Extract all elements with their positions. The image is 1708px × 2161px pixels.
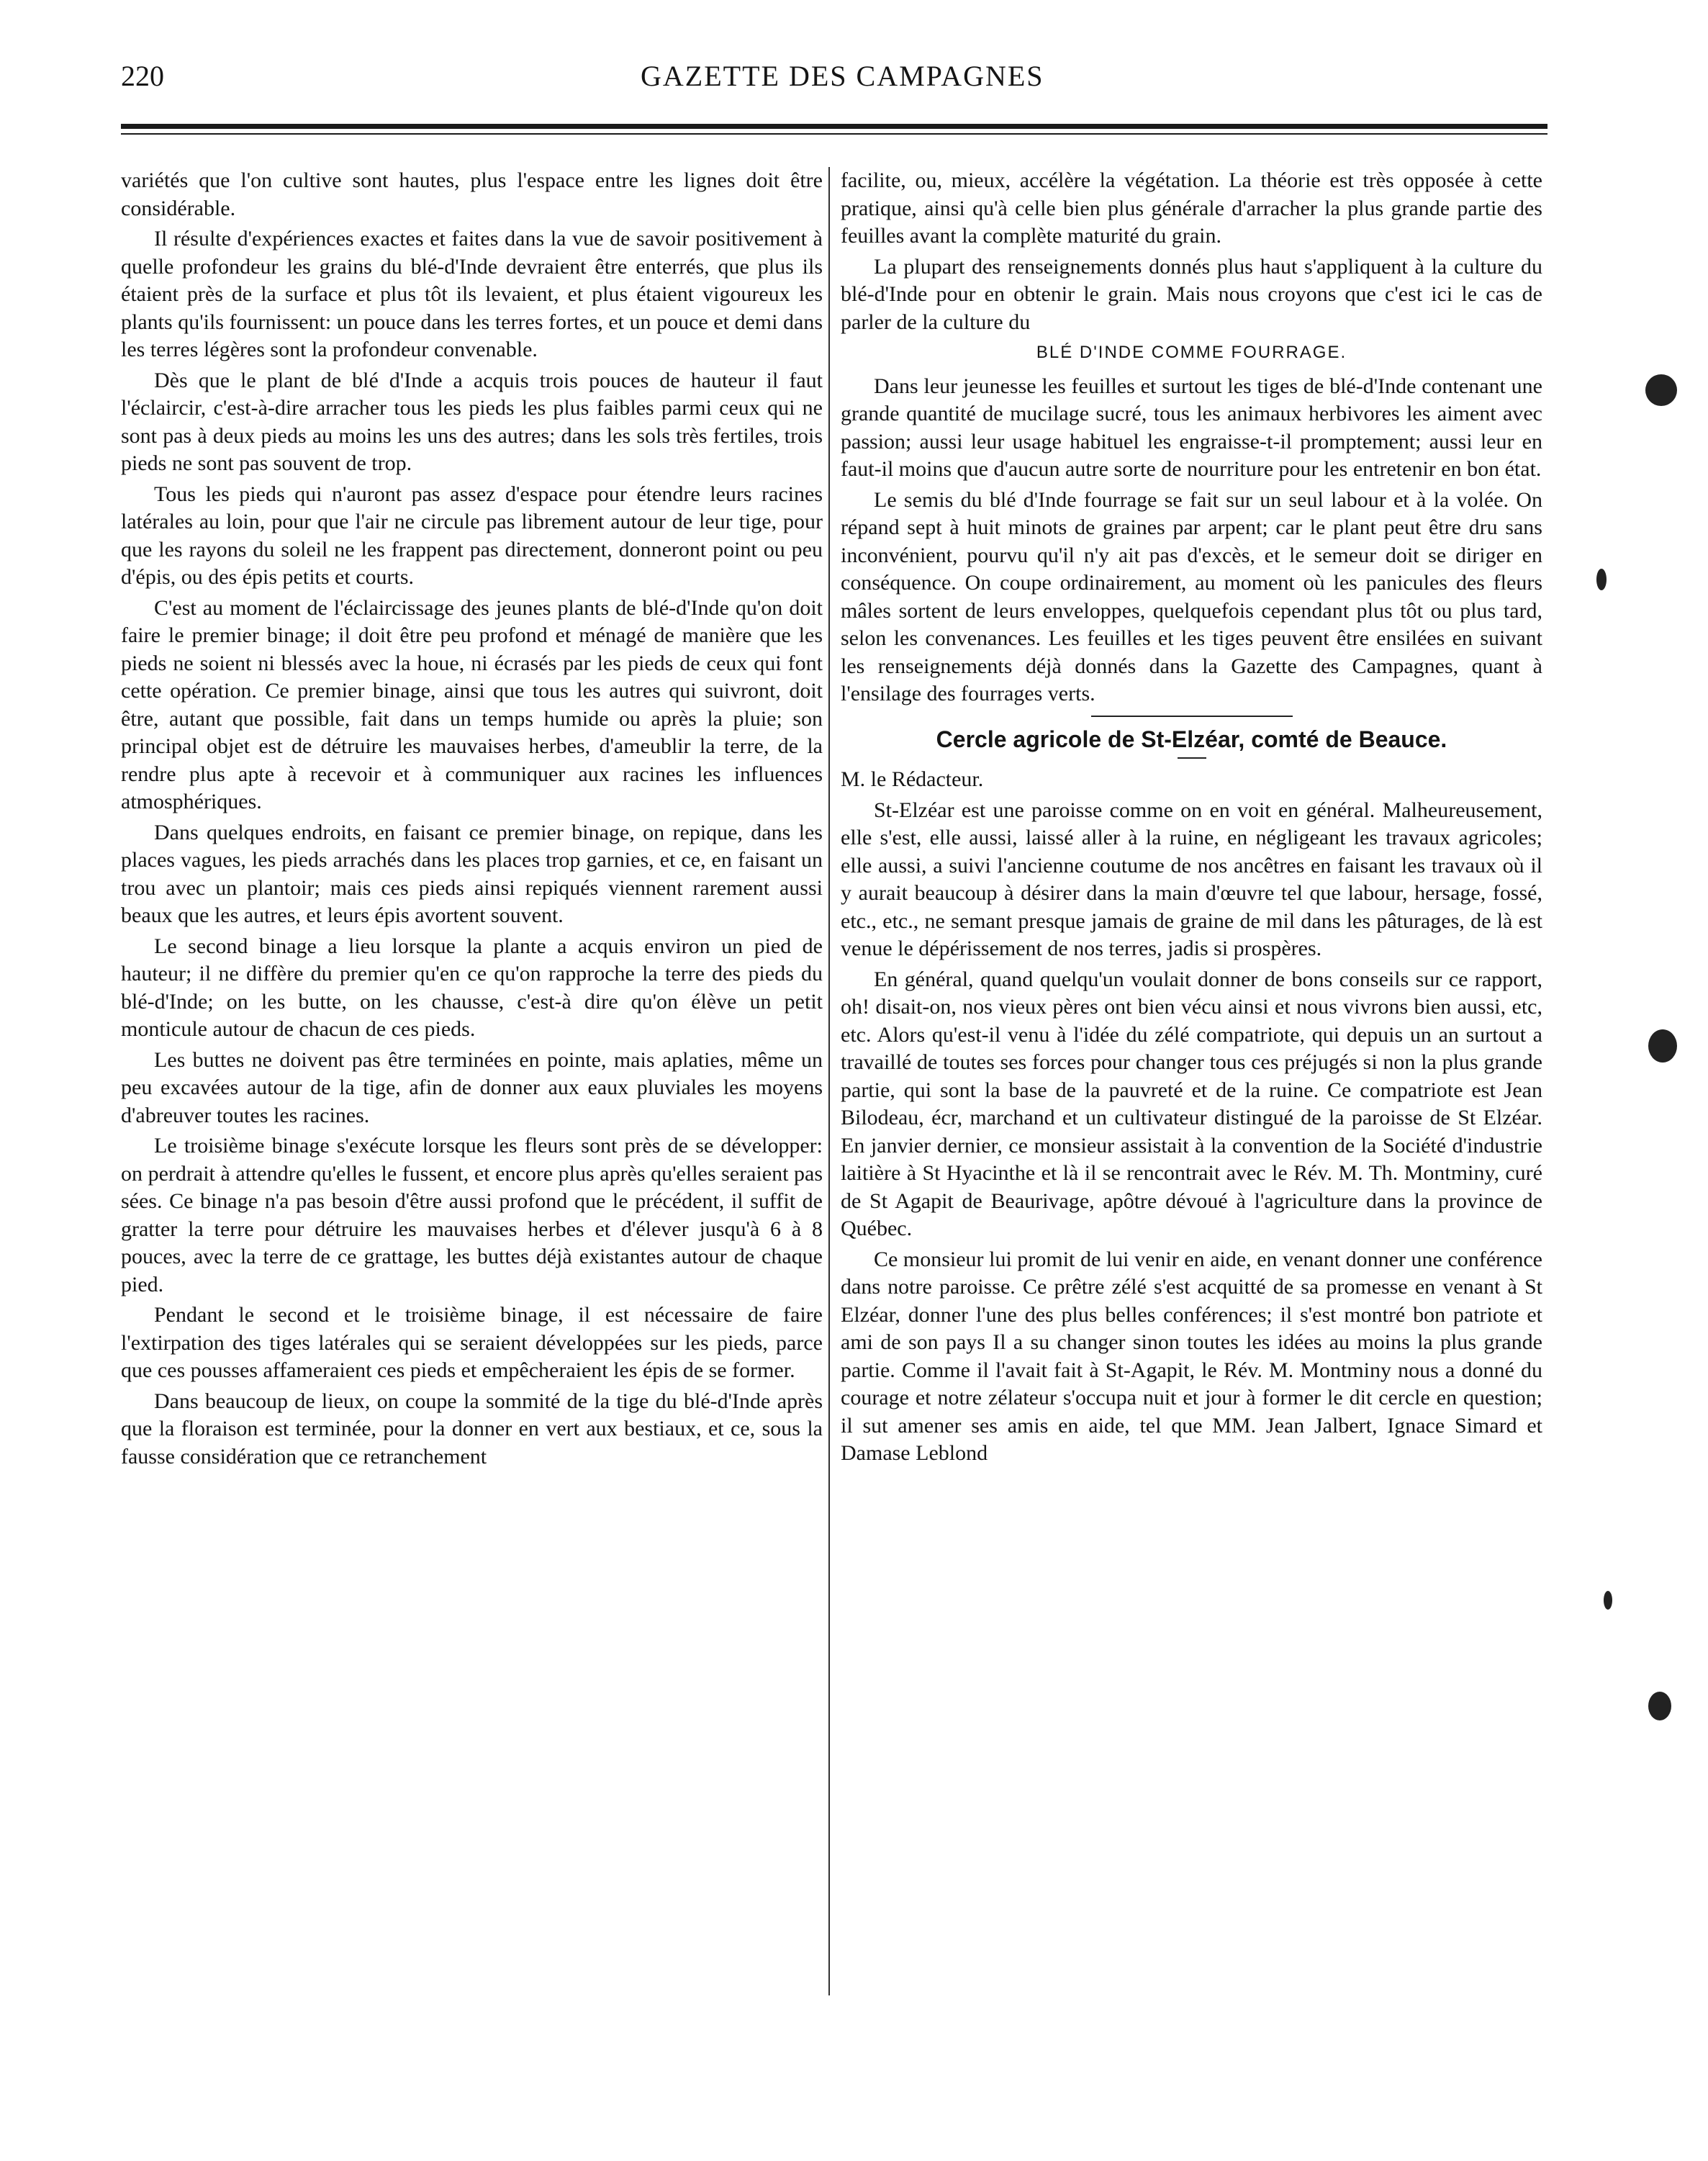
article-title: Cercle agricole de St-Elzéar, comté de Beauce.	[936, 726, 1447, 752]
page-number: 220	[121, 60, 164, 92]
ink-blot	[1604, 1591, 1612, 1610]
right-column	[841, 167, 1542, 1471]
title-dash	[1178, 757, 1206, 759]
paragraph: Tous les pieds qui n'auront pas assez d'espace pour étendre leurs racines latérales au loin, pour que l'air ne circule pas librement autour de leur tige, pour que les rayons du soleil ne les frappent pas directement, donneront point ou peu d'épis, ou des épis petits et courts.	[121, 482, 823, 589]
paragraph: variétés que l'on cultive sont hautes, plus l'espace entre les lignes doit être considérable.	[121, 168, 823, 220]
ink-blot	[1648, 1692, 1671, 1720]
section-separator	[1091, 716, 1293, 717]
paragraph: Ce monsieur lui promit de lui venir en aide, en venant donner une conférence dans notre paroisse. Ce prêtre zélé s'est acquitté de sa promesse en venant à St Elzéar, donner l'une des plus belles conférences; il s'est montré bon patriote et ami de son pays Il a su changer sinon toutes les idées au moins la plus grande partie. Comme il l'avait fait à St-Agapit, le Rév. M. Montminy nous a donné du courage et notre zélateur s'occupa nuit et jour à former le dit cercle en question; il sut amener ses amis en aide, tel que MM. Jean Jalbert, Ignace Simard et Damase Leblond	[841, 1247, 1542, 1465]
paragraph: C'est au moment de l'éclaircissage des jeunes plants de blé-d'Inde qu'on doit faire le premier binage; il doit être peu profond et ménagé de manière que les pieds ne soient ni blessés avec la houe, ni écrasés par les pieds de ceux qui font cette opération. Ce premier binage, ainsi que tous les autres qui suivront, doit être, autant que possible, fait dans un temps humide ou après la pluie; son principal objet est de détruire les mauvaises herbes, d'ameublir la terre, de la rendre plus apte à recevoir et à communiquer aux racines les influences atmosphériques.	[121, 595, 823, 813]
paragraph: Les buttes ne doivent pas être terminées en pointe, mais aplaties, même un peu excavées autour de la tige, afin de donner aux eaux pluviales les moyens d'abreuver toutes les racines.	[121, 1047, 823, 1127]
paragraph: Dans beaucoup de lieux, on coupe la sommité de la tige du blé-d'Inde après que la floraison est terminée, pour la donner en vert aux bestiaux, et ce, sous la fausse considération que ce retranchement	[121, 1389, 823, 1469]
page-header	[0, 0, 1708, 144]
paragraph: Il résulte d'expériences exactes et faites dans la vue de savoir positivement à quelle profondeur les grains du blé-d'Inde devraient être enterrés, que plus ils étaient près de la surface et plus tôt ils levaient, et plus étaient vigoureux les plants qu'ils fournissent: un pouce dans les terres fortes, et un pouce et demi dans les terres légères sont la profondeur convenable.	[121, 227, 823, 361]
paragraph: Le troisième binage s'exécute lorsque les fleurs sont près de se développer: on perdrait à attendre qu'elles le fussent, et encore plus après qu'elles seraient pas sées. Ce binage n'a pas besoin d'être aussi profond que le précédent, il suffit de gratter la terre pour détruire les mauvaises herbes et d'élever jusqu'à 6 à 8 pouces, avec la terre de ce grattage, les buttes déjà existantes autour de chaque pied.	[121, 1134, 823, 1296]
paragraph: La plupart des renseignements donnés plus haut s'appliquent à la culture du blé-d'Inde pour en obtenir le grain. Mais nous croyons que c'est ici le cas de parler de la culture du	[841, 254, 1542, 334]
column-divider	[828, 167, 830, 1995]
paragraph: Dès que le plant de blé d'Inde a acquis trois pouces de hauteur il faut l'éclaircir, c'est-à-dire arracher tous les pieds les plus faibles parmi ceux qui ne sont pas à deux pieds au moins les uns des autres; dans les sols très fertiles, trois pieds ne sont pas souvent de trop.	[121, 368, 823, 475]
paragraph: Dans leur jeunesse les feuilles et surtout les tiges de blé-d'Inde contenant une grande quantité de mucilage sucré, tous les animaux herbivores les aiment avec passion; aussi leur usage habituel les engraisse-t-il promptement; aussi leur en faut-il moins que d'aucun autre sorte de nourriture pour les entretenir en bon état.	[841, 374, 1542, 481]
left-column	[121, 167, 823, 1474]
section-title: BLÉ D'INDE COMME FOURRAGE.	[1036, 343, 1347, 362]
salutation: M. le Rédacteur.	[841, 767, 984, 791]
ink-blot	[1648, 1029, 1677, 1063]
running-title: GAZETTE DES CAMPAGNES	[641, 60, 1044, 92]
paragraph: Pendant le second et le troisième binage, il est nécessaire de faire l'extirpation des tiges latérales qui se seraient développées sur les pieds, parce que ces pousses affameraient ces pieds et empêcheraient les épis de se former.	[121, 1303, 823, 1382]
header-rule-thin	[121, 133, 1547, 135]
header-rule	[121, 124, 1547, 129]
paragraph: Le semis du blé d'Inde fourrage se fait sur un seul labour et à la volée. On répand sept à huit minots de graines par arpent; car le plant peut être dru sans inconvénient, pourvu qu'il n'y ait pas d'excès, et le semeur doit se diriger en conséquence. On coupe ordinairement, au moment où les panicules des fleurs mâles sortent de leurs enveloppes, quelquefois cependant plus tôt ou plus tard, selon les convenances. Les feuilles et les tiges peuvent être ensilées en suivant les renseignements déjà donnés dans la Gazette des Campagnes, quant à l'ensilage des fourrages verts.	[841, 487, 1542, 705]
paragraph: En général, quand quelqu'un voulait donner de bons conseils sur ce rapport, oh! disait-on, nos vieux pères ont bien vécu ainsi et nous vivrons bien aussi, etc, etc. Alors qu'est-il venu à l'idée du zélé compatriote, qui depuis un an surtout a travaillé de toutes ses forces pour changer tous ces préjugés si non la plus grande partie, qui sont la base de la pauvreté et de la ruine. Ce compatriote est Jean Bilodeau, écr, marchand et un cultivateur distingué de la paroisse de St Elzéar. En janvier dernier, ce monsieur assistait à la convention de la Société d'industrie laitière à St Hyacinthe et là il se rencontrait avec le Rév. M. Th. Montminy, curé de St Agapit de Beaurivage, apôtre dévoué à l'agriculture dans la province de Québec.	[841, 967, 1542, 1240]
paragraph: St-Elzéar est une paroisse comme on en voit en général. Malheureusement, elle s'est, elle aussi, laissé aller à la ruine, en négligeant les travaux agricoles; elle aussi, a suivi l'ancienne coutume de nos ancêtres en faisant les travaux où il y aurait beaucoup à désirer dans la main d'œuvre tel que labour, hersage, fossé, etc., etc., ne semant presque jamais de graine de mil dans les pâturages, de là est venue le dépérissement de nos terres, jadis si prospères.	[841, 798, 1542, 960]
ink-blot	[1645, 374, 1677, 406]
paragraph: facilite, ou, mieux, accélère la végétation. La théorie est très opposée à cette pratique, ainsi qu'à celle bien plus générale d'arracher la plus grande partie des feuilles avant la complète maturité du grain.	[841, 168, 1542, 248]
ink-blot	[1596, 569, 1607, 590]
paragraph: Le second binage a lieu lorsque la plante a acquis environ un pied de hauteur; il ne diffère du premier qu'en ce qu'on rapproche la terre des pieds du blé-d'Inde; on les butte, on les chausse, c'est-à dire qu'on élève un petit monticule autour de chacun de ces pieds.	[121, 934, 823, 1041]
paragraph: Dans quelques endroits, en faisant ce premier binage, on repique, dans les places vagues, les pieds arrachés dans les places trop garnies, et ce, en faisant un trou avec un plantoir; mais ces pieds ainsi repiqués viennent rarement aussi beaux que les autres, et leurs épis avortent souvent.	[121, 820, 823, 927]
